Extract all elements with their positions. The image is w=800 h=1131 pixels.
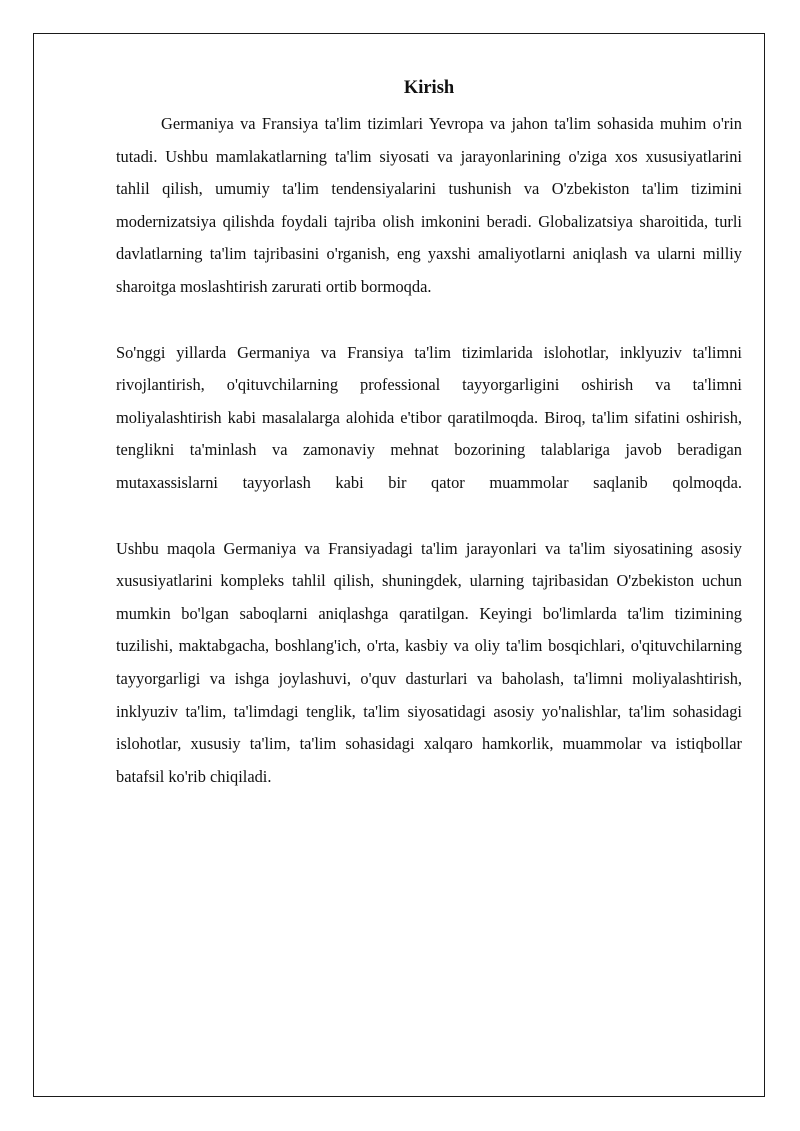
- section-heading: Kirish: [403, 78, 455, 98]
- paragraph-reforms: So'nggi yillarda Germaniya va Fransiya ta'lim tizimlarida islohotlar, inklyuziv ta'limni rivojlantirish, o'qituvchilarning professional tayyorgarligini oshirish va ta'limni moliyalashtirish kabi masalalarga alohida e'tibor qaratilmoqda. Biroq, ta'lim sifatini oshirish, tenglikni ta'minlash va zamonaviy mehnat bozorining talablariga javob beradigan mutaxassislarni tayyorlash kabi bir qator muammolar saqlanib qolmoqda.: [116, 342, 742, 492]
- paragraph-article-scope: Ushbu maqola Germaniya va Fransiyadagi ta'lim jarayonlari va ta'lim siyosatining asosiy xususiyatlarini kompleks tahlil qilish, shuningdek, ularning tajribasidan O'zbekiston uchun mumkin bo'lgan saboqlarni aniqlashga qaratilgan. Keyingi bo'limlarda ta'lim tizimining tuzilishi, maktabgacha, boshlang'ich, o'rta, kasbiy va oliy ta'lim bosqichlari, o'qituvchilarning tayyorgarligi va ishga joylashuvi, o'quv dasturlari va baholash, ta'limni moliyalashtirish, inklyuziv ta'lim, ta'limdagi tenglik, ta'lim siyosatidagi asosiy yo'nalishlar, ta'lim sohasidagi islohotlar, xususiy ta'lim, ta'lim sohasidagi xalqaro hamkorlik, muammolar va istiqbollar batafsil ko'rib chiqiladi.: [116, 538, 742, 786]
- document-body: [116, 76, 742, 793]
- paragraph-intro: Germaniya va Fransiya ta'lim tizimlari Yevropa va jahon ta'lim sohasida muhim o'rin tutadi. Ushbu mamlakatlarning ta'lim siyosati va jarayonlarining o'ziga xos xususiyatlarini tahlil qilish, umumiy ta'lim tendensiyalarini tushunish va O'zbekiston ta'lim tizimini modernizatsiya qilishda foydali tajriba olish imkonini beradi. Globalizatsiya sharoitida, turli davlatlarning ta'lim tajribasini o'rganish, eng yaxshi amaliyotlarni aniqlash va ularni milliy sharoitga moslashtirish zarurati ortib bormoqda.: [116, 114, 742, 296]
